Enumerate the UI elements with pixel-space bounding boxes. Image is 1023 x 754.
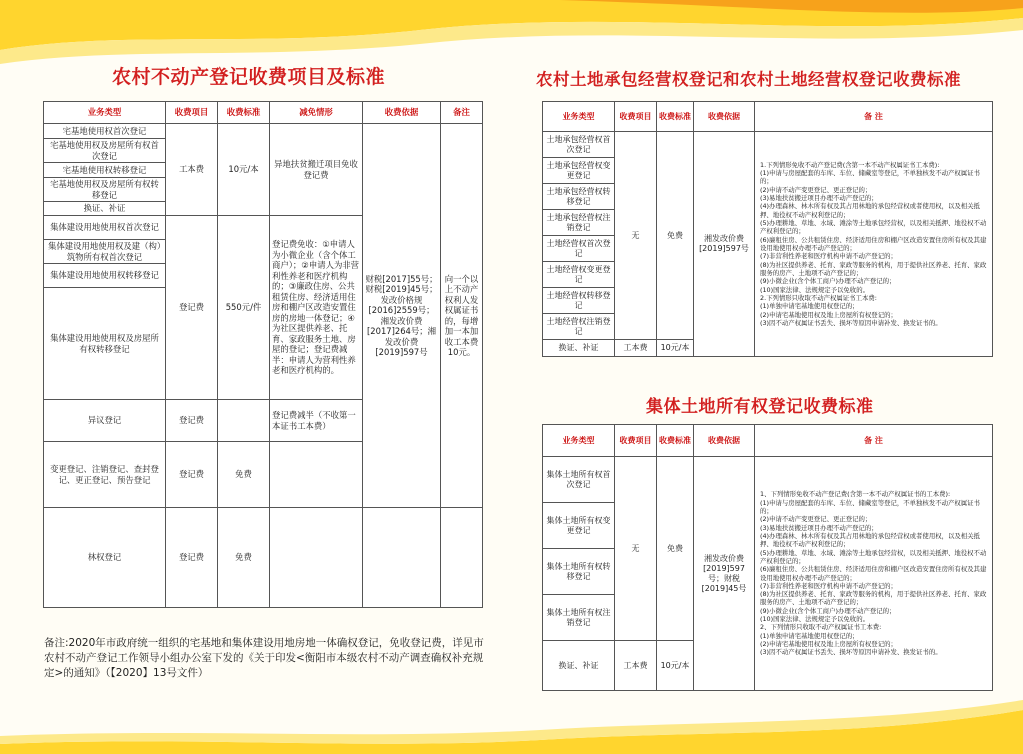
fee-standard-cell: 10元/本 [657,641,694,691]
note-line: (1)单独申请宅基地使用权登记的； [760,302,859,311]
biz-type-cell: 集体土地所有权变更登记 [543,503,615,549]
biz-type-cell: 异议登记 [44,400,166,442]
biz-type-cell: 集体建设用地使用权及房屋所有权转移登记 [44,288,166,400]
note-line: (3)易地扶贫搬迁项目办理不动产登记的； [760,523,878,532]
note-line: 1、下列情形免收不动产登记费(含第一本不动产权属证书的工本费): [760,490,951,499]
biz-type-cell: 宅基地使用权及房屋所有权转移登记 [44,178,166,202]
biz-type-cell: 换证、补证 [44,202,166,216]
note-line: (10)国家法律、法规规定予以免收的。 [760,285,869,294]
note-line: (6)廉租住房、公共租赁住房、经济适用住房和棚户区改造安置住房所有权及其建设用地使用权办理不动产登记的； [760,565,987,582]
note-line: (8)为社区提供养老、托育、家政等服务的机构，用于提供社区养老、托育、家政服务的房产、土地项不动产登记的； [760,590,987,607]
header-basis: 收费依据 [694,102,755,132]
header-notes: 备 注 [755,425,993,457]
left-title: 农村不动产登记收费项目及标准 [112,66,386,88]
biz-type-cell: 宅基地使用权首次登记 [44,124,166,139]
note-line: (1)单独申请宅基地使用权登记的； [760,631,859,640]
fee-standard-cell: 免费 [218,442,270,508]
fee-item-cell: 无 [615,457,657,641]
fee-item-cell: 登记费 [166,442,218,508]
left-fee-table [43,101,483,608]
fee-standard-cell: 免费 [218,508,270,608]
fee-standard-cell: 10元/本 [657,340,694,357]
fee-standard-cell [218,400,270,442]
basis-cell [363,508,441,608]
biz-type-cell: 集体土地所有权首次登记 [543,457,615,503]
header-biz-type: 业务类型 [543,102,615,132]
note-line: (3)因不动产权属证书丢失、损坏等原因申请补发、换发证书的。 [760,318,942,327]
header-fee-item: 收费项目 [615,425,657,457]
note-line: (9)小微企业(含个体工商户)办理不动产登记的； [760,277,896,286]
header-basis: 收费依据 [694,425,755,457]
biz-type-cell: 土地经营权变更登记 [543,262,615,288]
relief-cell: 登记费减半（不收第一本证书工本费） [270,400,363,442]
relief-cell [270,442,363,508]
biz-type-cell: 变更登记、注销登记、查封登记、更正登记、预告登记 [44,442,166,508]
relief-cell [270,508,363,608]
right-bottom-title: 集体土地所有权登记收费标准 [646,397,874,417]
fee-standard-cell: 免费 [657,457,694,641]
biz-type-cell: 集体建设用地使用权及建（构）筑物所有权首次登记 [44,240,166,264]
fee-item-cell: 工本费 [615,340,657,357]
note-line: (5)办理耕地、草地、水域、滩涂等土地承包经营权，以及相关抵押、地役权不动产权利登记的； [760,219,987,236]
note-line: (2)申请不动产变更登记、更正登记的； [760,515,872,524]
notes-cell [755,132,993,357]
fee-item-cell: 无 [615,132,657,340]
header-biz-type: 业务类型 [44,102,166,124]
note-line: (2)申请宅基地使用权及地上房屋所有权登记的； [760,310,897,319]
header-remark: 备注 [441,102,483,124]
header-fee-item: 收费项目 [615,102,657,132]
fee-item-cell: 登记费 [166,508,218,608]
note-line: (2)申请不动产变更登记、更正登记的； [760,185,872,194]
header-biz-type: 业务类型 [543,425,615,457]
note-line: (6)廉租住房、公共租赁住房、经济适用住房和棚户区改造安置住房所有权及其建设用地使用权办理不动产登记的； [760,235,987,252]
biz-type-cell: 集体建设用地使用权首次登记 [44,216,166,240]
note-line: (8)为社区提供养老、托育、家政等服务的机构，用于提供社区养老、托育、家政服务的房产、土地项不动产登记的； [760,260,987,277]
remark-cell: 向一个以上不动产权利人发权属证书的，每增加一本加收工本费10元。 [441,124,483,508]
biz-type-cell: 换证、补证 [543,340,615,357]
header-notes: 备 注 [755,102,993,132]
right-bottom-fee-table [542,424,993,691]
note-line: (3)易地扶贫搬迁项目办理不动产登记的； [760,194,878,203]
note-line: (3)因不动产权属证书丢失、损坏等原因申请补发、换发证书的。 [760,648,942,657]
basis-cell: 湘发改价费[2019]597号 [694,132,755,357]
header-fee-standard: 收费标准 [657,102,694,132]
basis-cell: 湘发改价费[2019]597号；财税[2019]45号 [694,457,755,691]
note-line: (1)申请与房屋配套的车库、车位、储藏室等登记，不单独核发不动产权属证书的； [760,498,980,515]
biz-type-cell: 集体土地所有权转移登记 [543,549,615,595]
right-top-fee-table [542,101,993,357]
note-line: (9)小微企业(含个体工商户)办理不动产登记的； [760,606,896,615]
fee-item-cell: 登记费 [166,400,218,442]
biz-type-cell: 土地承包经营权变更登记 [543,158,615,184]
basis-cell: 财税[2017]55号；财税[2019]45号；发改价格规[2016]2559号；湘发改价费[2017]264号；湘发改价费[2019]597号 [363,124,441,508]
note-line: (5)办理耕地、草地、水域、滩涂等土地承包经营权，以及相关抵押、地役权不动产权利登记的； [760,548,987,565]
biz-type-cell: 土地承包经营权转移登记 [543,184,615,210]
note-line: 1.下列情形免收不动产登记费(含第一本不动产权属证书工本费): [760,160,940,169]
note-line: 2、下列情形只收取不动产权属证书工本费: [760,623,882,632]
header-fee-item: 收费项目 [166,102,218,124]
note-line: (4)办理森林、林木所有权及其占用林地的承包经营权或者使用权，以及相关抵押、地役权不动产权利登记的； [760,202,980,219]
right-top-title: 农村土地承包经营权登记和农村土地经营权登记收费标准 [536,70,961,89]
remark-cell [441,508,483,608]
note-line: (7)非营利性养老和医疗机构申请不动产登记的； [760,581,897,590]
header-fee-standard: 收费标准 [218,102,270,124]
relief-cell: 登记费免收：①申请人为小微企业（含个体工商户）；②申请人为非营利性养老和医疗机构的；③廉政住房、公共租赁住房、经济适用住房和棚户区改造安置住房的房地一体登记；④为社区提供养老、托育、家政服务土地、房屋的登记；登记费减半：申请人为营利性养老和医疗机构的。 [270,216,363,400]
notes-cell [755,457,993,691]
fee-standard-cell: 免费 [657,132,694,340]
biz-type-cell: 土地经营权首次登记 [543,236,615,262]
header-relief: 减免情形 [270,102,363,124]
fee-standard-cell: 550元/件 [218,216,270,400]
fee-item-cell: 登记费 [166,216,218,400]
note-line: (7)非营利性养老和医疗机构申请不动产登记的； [760,252,897,261]
fee-item-cell: 工本费 [615,641,657,691]
biz-type-cell: 土地经营权注销登记 [543,314,615,340]
note-line: (2)申请宅基地使用权及地上房屋所有权登记的； [760,640,897,649]
top-swoosh-decoration [0,0,1023,110]
biz-type-cell: 集体土地所有权注销登记 [543,595,615,641]
biz-type-cell: 宅基地使用权及房屋所有权首次登记 [44,139,166,163]
relief-cell: 异地扶贫搬迁项目免收登记费 [270,124,363,216]
fee-item-cell: 工本费 [166,124,218,216]
note-line: (10)国家法律、法规规定予以免收的。 [760,615,869,624]
left-footnote: 备注:2020年市政府统一组织的宅基地和集体建设用地房地一体确权登记，免收登记费，详见市农村不动产登记工作领导小组办公室下发的《关于印发<衡阳市本级农村不动产调查确权补充规定>的通知》（【2020】13号文件） [44,637,484,680]
biz-type-cell: 土地经营权转移登记 [543,288,615,314]
biz-type-cell: 宅基地使用权转移登记 [44,163,166,178]
biz-type-cell: 土地承包经营权首次登记 [543,132,615,158]
biz-type-cell: 林权登记 [44,508,166,608]
header-fee-standard: 收费标准 [657,425,694,457]
note-line: 2.下列情形只收取不动产权属证书工本费: [760,293,877,302]
fee-standard-cell: 10元/本 [218,124,270,216]
biz-type-cell: 集体建设用地使用权转移登记 [44,264,166,288]
biz-type-cell: 土地承包经营权注销登记 [543,210,615,236]
header-basis: 收费依据 [363,102,441,124]
note-line: (4)办理森林、林木所有权及其占用林地的承包经营权或者使用权，以及相关抵押、地役权不动产权利登记的； [760,531,980,549]
biz-type-cell: 换证、补证 [543,641,615,691]
note-line: (1)申请与房屋配套的车库、车位、储藏室等登记，不单独核发不动产权属证书的； [760,169,980,186]
